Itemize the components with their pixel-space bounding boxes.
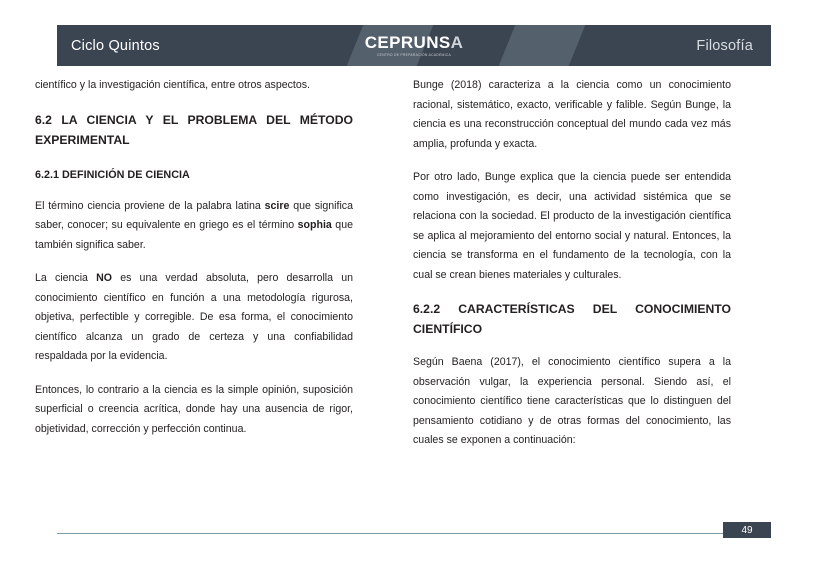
heading-6-2-2: 6.2.2 CARACTERÍSTICAS DEL CONOCIMIENTO CIENTÍFICO — [413, 302, 731, 336]
paragraph-intro-continuation: científico y la investigación científica, entre otros aspectos. — [35, 79, 310, 91]
text-segment: que también significa saber. — [35, 219, 353, 251]
page-header — [57, 25, 771, 66]
text-segment: es una verdad absoluta, pero desarrolla un conocimiento científico en función a una metodología rigurosa, objetiva, perfectible y corregible. De esa forma, el conocimiento científico alcanza un grado de certeza y una confiabilidad respaldada por la evidencia. — [35, 272, 354, 362]
text-segment: La ciencia — [35, 272, 97, 284]
paragraph-bunge-caracteriza: Bunge (2018) caracteriza a la ciencia como un conocimiento racional, sistemático, exacto, verificable y falible. Según Bunge, la ciencia es una reconstrucción conceptual del mundo cada vez más amplia, profunda y exacta. — [413, 79, 731, 150]
text-bold-no: NO — [96, 272, 113, 284]
text-bold-sophia: sophia — [297, 219, 332, 231]
right-column — [413, 76, 731, 465]
paragraph-definicion-ciencia — [35, 197, 353, 256]
logo-accent-text: A — [450, 33, 464, 52]
header-left — [71, 25, 160, 66]
page-content — [0, 76, 828, 516]
header-cycle-title: Ciclo Quintos — [71, 37, 160, 54]
footer-divider — [57, 533, 771, 534]
left-column — [35, 76, 353, 453]
header-right — [696, 25, 753, 66]
heading-6-2: 6.2 LA CIENCIA Y EL PROBLEMA DEL MÉTODO EXPERIMENTAL — [35, 112, 353, 147]
page-number-badge: 49 — [723, 522, 771, 538]
paragraph-ciencia-no-verdad-absoluta — [35, 269, 353, 367]
header-subject-title: Filosofía — [696, 37, 753, 54]
text-bold-scire: scire — [264, 199, 290, 212]
logo-wordmark — [365, 34, 464, 51]
logo-main-text: CEPRUNS — [364, 33, 451, 52]
text-segment: El término ciencia proviene de la palabra latina — [35, 199, 265, 212]
paragraph-opinion-contraria: Entonces, lo contrario a la ciencia es la simple opinión, suposición superficial o creencia acrítica, donde hay una ausencia de rigor, objetividad, corrección y perfección continua. — [35, 383, 353, 435]
logo-subtitle: CENTRO DE PREPARACIÓN ACADÉMICA — [376, 53, 451, 57]
paragraph-bunge-investigacion: Por otro lado, Bunge explica que la ciencia puede ser entendida como investigación, es decir, una actividad sistémica que se relaciona con la sociedad. El producto de la investigación científica se aplica al mejoramiento del entorno social y natural. Entonces, la ciencia se transforma en el fundamento de la tecnología, con la cual se crean bienes materiales y culturales. — [413, 171, 731, 281]
paragraph-baena-caracteristicas: Según Baena (2017), el conocimiento científico supera a la observación vulgar, la experiencia personal. Siendo así, el conocimiento científico tiene características que lo distinguen del pensamiento cotidiano y de otras formas del conocimiento, las cuales se exponen a continuación: — [413, 356, 731, 446]
heading-6-2-1: 6.2.1 DEFINICIÓN DE CIENCIA — [35, 168, 190, 181]
header-logo — [299, 25, 529, 66]
text-segment: que significa saber, conocer; su equivalente en griego es el término — [35, 199, 353, 231]
